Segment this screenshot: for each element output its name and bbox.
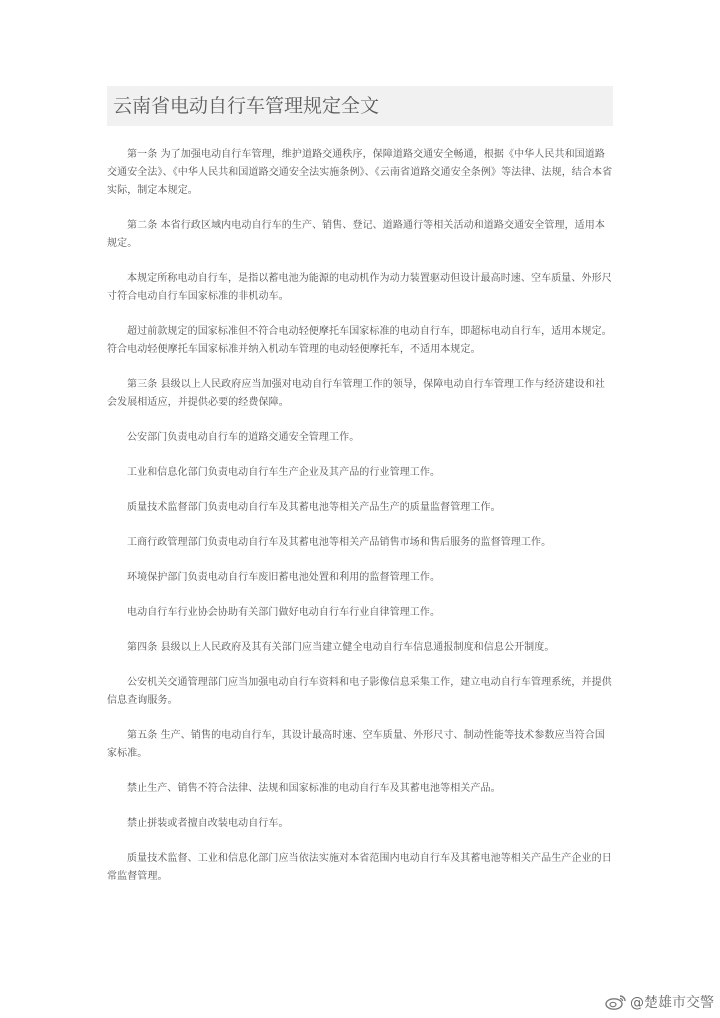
weibo-watermark: [605, 992, 714, 1012]
paragraph: 公安部门负责电动自行车的道路交通安全管理工作。: [127, 432, 360, 443]
paragraph: 第二条 本省行政区域内电动自行车的生产、销售、登记、道路通行等相关活动和道路交通安全管理，适用本规定。: [107, 220, 605, 249]
page-title: 云南省电动自行车管理规定全文: [113, 95, 380, 117]
paragraph: 第一条 为了加强电动自行车管理，维护道路交通秩序，保障道路交通安全畅通，根据《中华人民共和国道路交通安全法》、《中华人民共和国道路交通安全法实施条例》、《云南省道路交通安全条例》等法律、法规，结合本省实际，制定本规定。: [107, 149, 613, 196]
paragraph: 第五条 生产、销售的电动自行车，其设计最高时速、空车质量、外形尺寸、制动性能等技术参数应当符合国家标准。: [107, 730, 605, 759]
paragraph: 质量技术监督、工业和信息化部门应当依法实施对本省范围内电动自行车及其蓄电池等相关产品生产企业的日常监督管理。: [107, 853, 612, 882]
paragraph: 工商行政管理部门负责电动自行车及其蓄电池等相关产品销售市场和售后服务的监督管理工作。: [127, 537, 552, 548]
paragraph: 禁止拼装或者擅自改装电动自行车。: [127, 818, 289, 829]
paragraph: 第四条 县级以上人民政府及其有关部门应当建立健全电动自行车信息通报制度和信息公开制度。: [127, 642, 555, 653]
document-body: [107, 146, 613, 903]
paragraph: 禁止生产、销售不符合法律、法规和国家标准的电动自行车及其蓄电池等相关产品。: [127, 783, 501, 794]
paragraph: 第三条 县级以上人民政府应当加强对电动自行车管理工作的领导，保障电动自行车管理工作与经济建设和社会发展相适应，并提供必要的经费保障。: [107, 379, 605, 408]
paragraph: 环境保护部门负责电动自行车废旧蓄电池处置和利用的监督管理工作。: [127, 572, 441, 583]
paragraph: 本规定所称电动自行车，是指以蓄电池为能源的电动机作为动力装置驱动但设计最高时速、空车质量、外形尺寸符合电动自行车国家标准的非机动车。: [107, 273, 612, 302]
title-banner: [107, 86, 613, 126]
paragraph: 工业和信息化部门负责电动自行车生产企业及其产品的行业管理工作。: [127, 467, 441, 478]
paragraph: 质量技术监督部门负责电动自行车及其蓄电池等相关产品生产的质量监督管理工作。: [127, 502, 501, 513]
weibo-icon: [605, 994, 627, 1010]
watermark-text: @楚雄市交警: [630, 995, 714, 1011]
paragraph: 公安机关交通管理部门应当加强电动自行车资料和电子影像信息采集工作，建立电动自行车管理系统，并提供信息查询服务。: [107, 677, 612, 706]
paragraph: 超过前款规定的国家标准但不符合电动轻便摩托车国家标准的电动自行车，即超标电动自行车，适用本规定。符合电动轻便摩托车国家标准并纳入机动车管理的电动轻便摩托车，不适用本规定。: [107, 326, 612, 355]
paragraph: 电动自行车行业协会协助有关部门做好电动自行车行业自律管理工作。: [127, 607, 441, 618]
